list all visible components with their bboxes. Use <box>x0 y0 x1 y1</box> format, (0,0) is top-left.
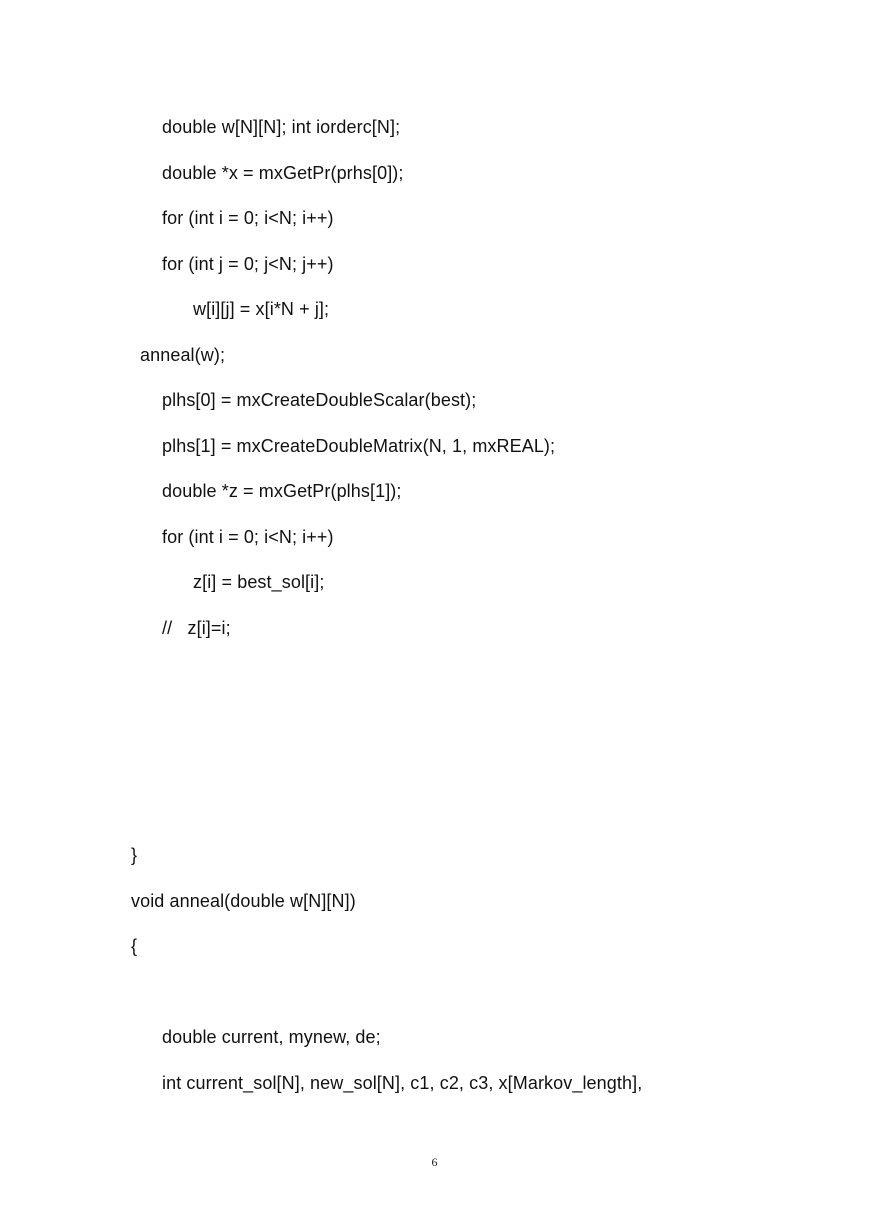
code-line: z[i] = best_sol[i]; <box>193 572 325 592</box>
code-line: anneal(w); <box>140 345 226 365</box>
code-line: plhs[1] = mxCreateDoubleMatrix(N, 1, mxREAL); <box>162 436 556 456</box>
code-line: w[i][j] = x[i*N + j]; <box>193 299 330 319</box>
page-number: 6 <box>431 1155 438 1169</box>
code-line: void anneal(double w[N][N]) <box>131 891 356 911</box>
code-line: { <box>131 936 138 956</box>
code-line: } <box>131 845 138 865</box>
code-line: for (int i = 0; i<N; i++) <box>162 208 334 228</box>
code-line: for (int j = 0; j<N; j++) <box>162 254 334 274</box>
code-line: double current, mynew, de; <box>162 1027 381 1047</box>
code-line: double *z = mxGetPr(plhs[1]); <box>162 481 402 501</box>
code-line: for (int i = 0; i<N; i++) <box>162 527 334 547</box>
code-line: double w[N][N]; int iorderc[N]; <box>162 117 401 137</box>
code-line: plhs[0] = mxCreateDoubleScalar(best); <box>162 390 477 410</box>
code-line: int current_sol[N], new_sol[N], c1, c2, c3, x[Markov_length], <box>162 1073 643 1093</box>
code-line: double *x = mxGetPr(prhs[0]); <box>162 163 404 183</box>
code-comment-line: // z[i]=i; <box>162 618 231 638</box>
